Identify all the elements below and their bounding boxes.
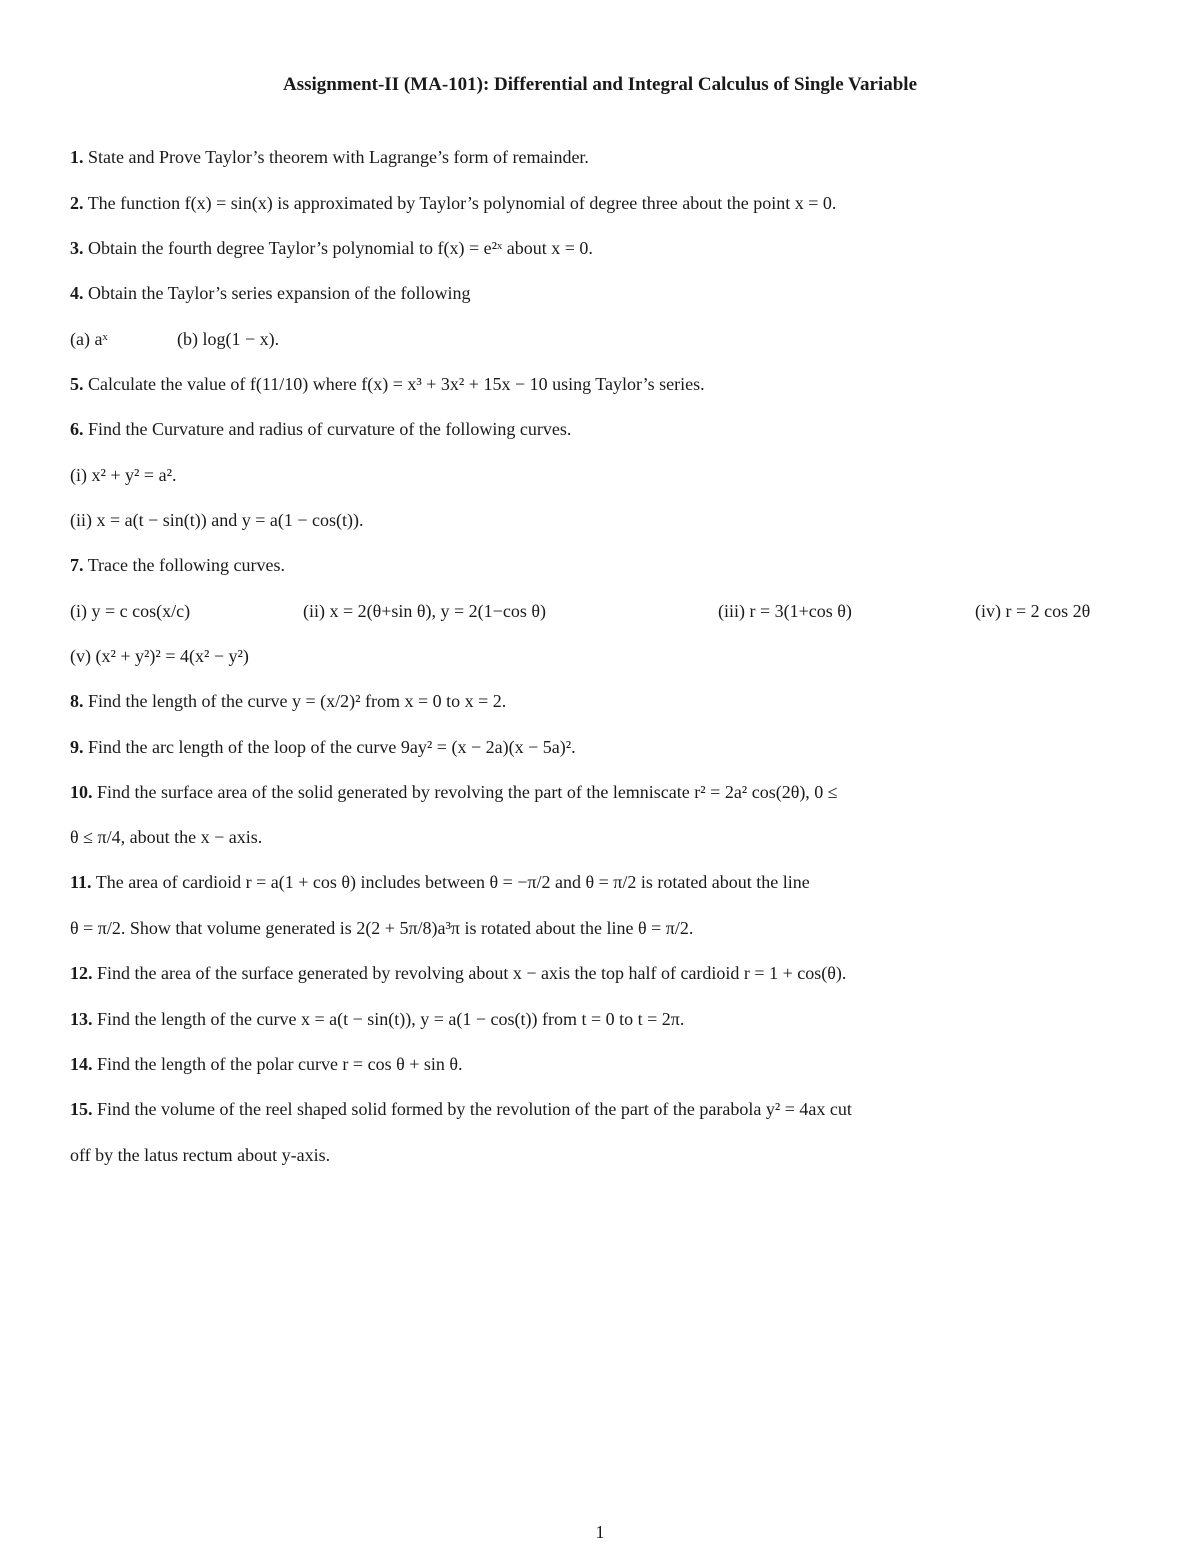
part-a: (a) aˣ — [70, 329, 108, 349]
question-number: 11. — [70, 872, 92, 892]
question-number: 7. — [70, 555, 84, 575]
question-number: 13. — [70, 1009, 93, 1029]
question-text: The function f(x) = sin(x) is approximated by Taylor’s polynomial of degree three about the point x = 0. — [87, 193, 837, 213]
question-text: The area of cardioid r = a(1 + cos θ) includes between θ = −π/2 and θ = π/2 is rotated about the line — [95, 872, 810, 892]
question-text: State and Prove Taylor’s theorem with Lagrange’s form of remainder. — [88, 147, 589, 167]
question-text: Obtain the Taylor’s series expansion of the following — [88, 283, 471, 303]
question-text: Find the arc length of the loop of the curve 9ay² = (x − 2a)(x − 5a)². — [88, 737, 576, 757]
part-iv: (iv) r = 2 cos 2θ — [975, 601, 1091, 621]
question-6 — [70, 416, 1135, 442]
question-7 — [70, 552, 1135, 578]
question-number: 1. — [70, 147, 84, 167]
question-number: 6. — [70, 419, 84, 439]
question-13 — [70, 1006, 1135, 1032]
page-number: 1 — [595, 1522, 605, 1542]
question-8 — [70, 688, 1135, 714]
question-1 — [70, 144, 1135, 170]
question-text: Find the surface area of the solid generated by revolving the part of the lemniscate r² = 2a² cos(2θ), 0 ≤ — [97, 782, 838, 802]
question-number: 8. — [70, 691, 84, 711]
question-text: Trace the following curves. — [87, 555, 285, 575]
question-text: Find the length of the curve x = a(t − sin(t)), y = a(1 − cos(t)) from t = 0 to t = 2π. — [97, 1009, 685, 1029]
part-b: (b) log(1 − x). — [177, 329, 280, 349]
question-6-part-i: (i) x² + y² = a². — [70, 465, 177, 485]
question-11-continued: θ = π/2. Show that volume generated is 2(2 + 5π/8)a³π is rotated about the line θ = π/2. — [70, 918, 694, 938]
question-10 — [70, 779, 1135, 805]
question-number: 12. — [70, 963, 93, 983]
question-text: Find the area of the surface generated by revolving about x − axis the top half of cardioid r = 1 + cos(θ). — [97, 963, 847, 983]
question-9 — [70, 734, 1135, 760]
question-text: Obtain the fourth degree Taylor’s polynomial to f(x) = e²ˣ about x = 0. — [88, 238, 593, 258]
question-text: Find the Curvature and radius of curvature of the following curves. — [88, 419, 572, 439]
page-title: Assignment-II (MA-101): Differential and Integral Calculus of Single Variable — [282, 74, 918, 95]
question-text: Find the length of the curve y = (x/2)² from x = 0 to x = 2. — [88, 691, 507, 711]
part-iii: (iii) r = 3(1+cos θ) — [718, 601, 852, 621]
question-5 — [70, 371, 1135, 397]
question-text: Find the volume of the reel shaped solid formed by the revolution of the part of the parabola y² = 4ax cut — [97, 1099, 852, 1119]
question-number: 4. — [70, 283, 84, 303]
question-3 — [70, 235, 1135, 261]
question-text: Calculate the value of f(11/10) where f(x) = x³ + 3x² + 15x − 10 using Taylor’s series. — [88, 374, 705, 394]
question-11 — [70, 869, 1135, 895]
question-number: 15. — [70, 1099, 93, 1119]
question-14 — [70, 1051, 1135, 1077]
question-number: 10. — [70, 782, 93, 802]
question-7-part-v: (v) (x² + y²)² = 4(x² − y²) — [70, 646, 249, 666]
question-4 — [70, 280, 1135, 306]
question-number: 5. — [70, 374, 84, 394]
question-12 — [70, 960, 1135, 986]
question-15-continued: off by the latus rectum about y-axis. — [70, 1145, 331, 1165]
part-i: (i) y = c cos(x/c) — [70, 601, 191, 621]
part-ii: (ii) x = 2(θ+sin θ), y = 2(1−cos θ) — [303, 601, 546, 621]
question-number: 14. — [70, 1054, 93, 1074]
question-number: 9. — [70, 737, 84, 757]
question-number: 3. — [70, 238, 84, 258]
question-number: 2. — [70, 193, 84, 213]
question-text: Find the length of the polar curve r = cos θ + sin θ. — [97, 1054, 463, 1074]
question-2 — [70, 190, 1135, 216]
question-10-continued: θ ≤ π/4, about the x − axis. — [70, 827, 263, 847]
question-6-part-ii: (ii) x = a(t − sin(t)) and y = a(1 − cos(t)). — [70, 510, 364, 530]
question-15 — [70, 1096, 1135, 1122]
